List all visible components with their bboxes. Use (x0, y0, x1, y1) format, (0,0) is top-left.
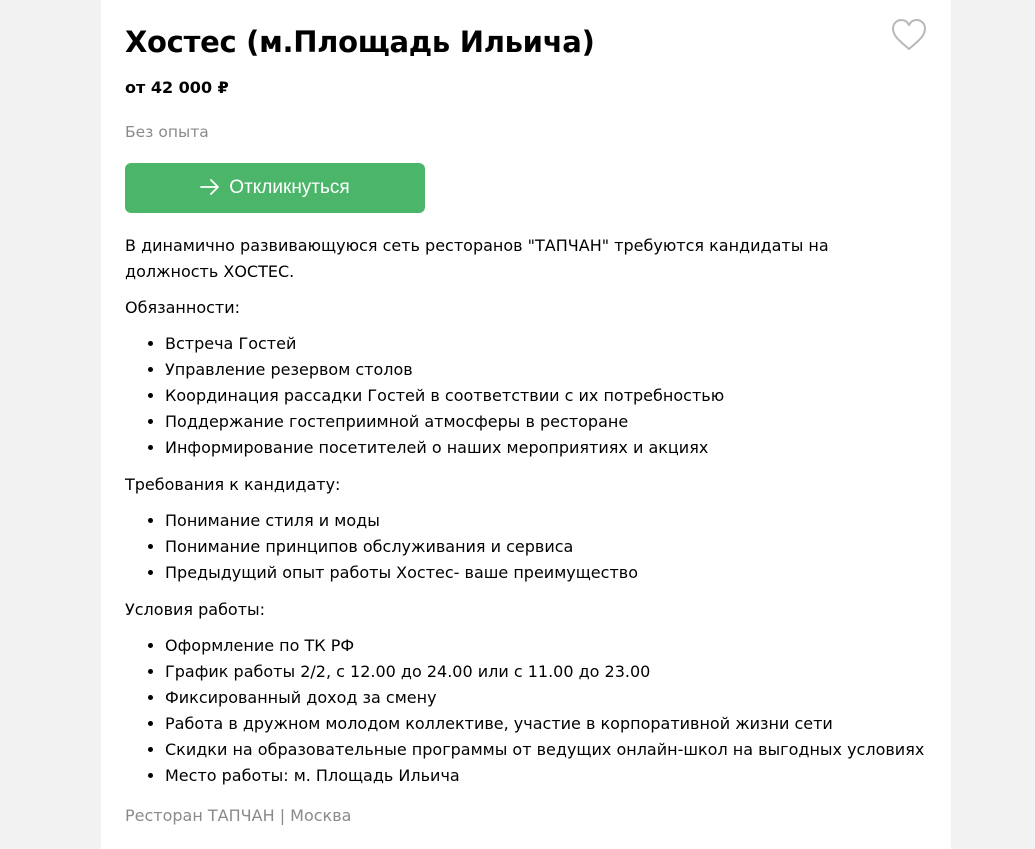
requirements-list (125, 508, 925, 586)
list-item: • Информирование посетителей о наших мероприятиях и акциях (165, 435, 925, 461)
list-item: • Скидки на образовательные программы от ведущих онлайн-школ на выгодных условиях (165, 737, 925, 763)
list-item: • Управление резервом столов (165, 357, 925, 383)
description-intro: В динамично развивающуюся сеть ресторанов "ТАПЧАН" требуются кандидаты на должность ХОСТЕС. (125, 236, 829, 281)
list-item: • Место работы: м. Площадь Ильича (165, 763, 925, 789)
requirements-heading: Требования к кандидату: (125, 475, 341, 494)
arrow-right-icon (200, 179, 220, 195)
list-item: • График работы 2/2, с 12.00 до 24.00 или с 11.00 до 23.00 (165, 659, 925, 685)
vacancy-title: Хостес (м.Площадь Ильича) (125, 25, 595, 59)
company-location: Ресторан ТАПЧАН | Москва (125, 806, 352, 825)
experience-level: Без опыта (125, 123, 209, 141)
conditions-heading: Условия работы: (125, 600, 266, 619)
vacancy-description (125, 233, 925, 800)
vacancy-card (101, 0, 951, 849)
conditions-list (125, 633, 925, 789)
list-item: • Оформление по ТК РФ (165, 633, 925, 659)
list-item: • Координация рассадки Гостей в соответствии с их потребностью (165, 383, 925, 409)
duties-list (125, 331, 925, 461)
duties-heading: Обязанности: (125, 298, 241, 317)
list-item: • Встреча Гостей (165, 331, 925, 357)
apply-button-label: Откликнуться (229, 177, 350, 198)
list-item: • Работа в дружном молодом коллективе, участие в корпоративной жизни сети (165, 711, 925, 737)
list-item: • Понимание принципов обслуживания и сервиса (165, 534, 925, 560)
list-item: • Понимание стиля и моды (165, 508, 925, 534)
list-item: • Предыдущий опыт работы Хостес- ваше преимущество (165, 560, 925, 586)
list-item: • Фиксированный доход за смену (165, 685, 925, 711)
list-item: • Поддержание гостеприимной атмосферы в ресторане (165, 409, 925, 435)
salary: от 42 000 ₽ (125, 78, 229, 97)
apply-button[interactable] (125, 163, 425, 213)
heart-outline-icon[interactable] (891, 18, 927, 52)
